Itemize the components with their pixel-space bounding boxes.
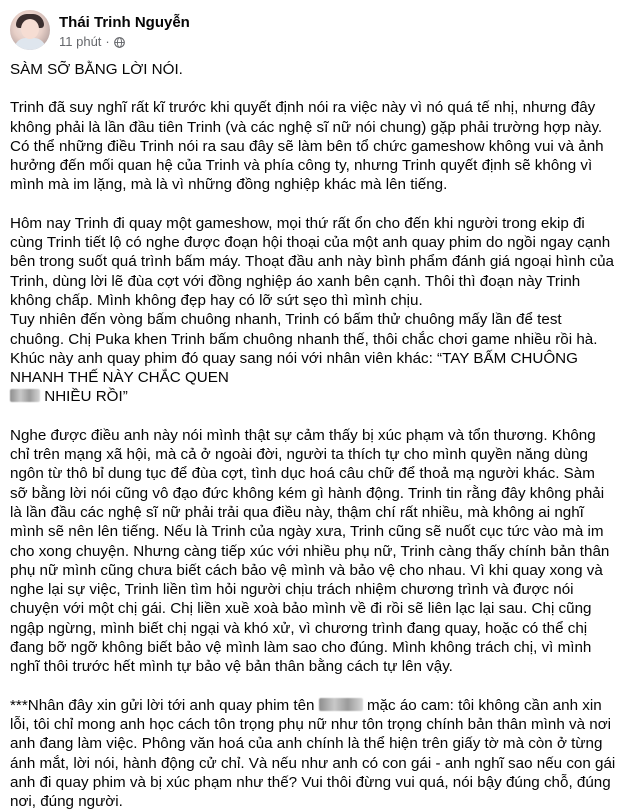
- paragraph-2: Hôm nay Trinh đi quay một gameshow, mọi thứ rất ổn cho đến khi người trong ekip đi cùng Trinh tiết lộ có nghe được đoạn hội thoại của một anh quay phim do ngồi ngay cạnh bên trong suốt quá trình bấm máy. Thoạt đầu anh này bình phẩm đánh giá ngoại hình của Trinh, dùng lời lẽ đùa cợt với đồng nghiệp áo xanh bên cạnh. Thôi thì đoạn này Trinh không chấp. Mình không đẹp hay có lỡ sứt sẹo thì mình chịu.: [10, 214, 614, 309]
- avatar[interactable]: [10, 10, 50, 50]
- globe-icon[interactable]: [114, 37, 125, 48]
- paragraph-5-start: ***Nhân đây xin gửi lời tới anh quay phim tên: [10, 696, 315, 714]
- censored-word: [10, 389, 40, 402]
- paragraph-3-end: NHIỀU RỒI”: [44, 388, 128, 406]
- censored-name: [319, 698, 363, 711]
- paragraph-5: [10, 696, 616, 811]
- paragraph-5-rest: mặc áo cam: tôi không cần anh xin lỗi, tôi chỉ mong anh học cách tôn trọng phụ nữ như tôn trọng chính bản thân mình và nơi anh đang làm việc. Phông văn hoá của anh chính là thể hiện trên giấy tờ mà còn ở từng ánh mắt, lời nói, hành động cử chỉ. Và nếu như anh có con gái - anh nghĩ sao nếu con gái anh đi quay phim và bị xúc phạm như thế? Vui thôi đừng vui quá, nói bậy đúng chỗ, đúng nơi, đúng người.: [10, 696, 616, 811]
- paragraph-4: Nghe được điều anh này nói mình thật sự cảm thấy bị xúc phạm và tổn thương. Không chỉ trên mạng xã hội, mà cả ở ngoài đời, người ta thích tự cho mình quyền năng dùng ngôn từ thô bỉ dung tục để đùa cợt, tình dục hoá câu chữ để thoả mạ người khác. Sàm sỡ bằng lời nói cũng vô đạo đức không kém gì hành động. Trinh tin rằng đây không phải là lần đầu các nghệ sĩ nữ phải trải qua điều này, thậm chí rất nhiều, mà không ai nghĩ mình sẽ nên lên tiếng. Nếu là Trinh của ngày xưa, Trinh cũng sẽ nuốt cục tức vào mà im cho xong chuyện. Nhưng càng tiếp xúc với nhiều phụ nữ, Trinh càng thấy chính bản thân phụ nữ mình cũng chưa biết cách bảo vệ mình và bảo vệ cho nhau. Vì khi quay xong và nghe lại sự việc, Trinh liền tìm hỏi người chịu trách nhiệm chương trình và được nói chuyện với một chị gái. Chị liền xuề xoà bảo mình về đi rồi sẽ liên lạc lại sau. Chị cũng ngập ngừng, mình biết chị ngại và khó xử, vì chương trình đang quay, hoặc có thể chị đang bỡ ngỡ không biết bảo vệ mình làm sao cho đúng. Mình không trách chị, vì mình nghĩ thôi trước hết mình tự bảo vệ bản thân bằng cách tự lên vậy.: [10, 426, 610, 676]
- paragraph-3: [10, 310, 616, 406]
- paragraph-1: Trinh đã suy nghĩ rất kĩ trước khi quyết định nói ra việc này vì nó quá tế nhị, nhưng đây không phải là lần đầu tiên Trinh (và các nghệ sĩ nữ nói chung) gặp phải trường hợp này. Có thể những điều Trinh nói ra sau đây sẽ làm bên tổ chức gameshow không vui và ảnh hưởng đến mối quan hệ của Trinh và phía công ty, nhưng Trinh quyết định sẽ không vì mình mà im lặng, mà là vì những đồng nghiệp khác mà lên tiếng.: [10, 99, 604, 194]
- post-time-row: [59, 34, 190, 50]
- paragraph-3-text: Tuy nhiên đến vòng bấm chuông nhanh, Trinh có bấm thử chuông mấy lần để test chuông. Chị Puka khen Trinh bấm chuông nhanh thế, thôi chắc chơi game nhiều rồi hà. Khúc này anh quay phim đó quay sang nói với nhân viên khác: “TAY BẤM CHUÔNG NHANH THẾ NÀY CHẮC QUEN: [10, 311, 598, 387]
- author-name[interactable]: Thái Trinh Nguyễn: [59, 14, 190, 31]
- post-meta: [59, 14, 190, 50]
- post-body: [10, 60, 616, 811]
- post-timestamp[interactable]: 11 phút: [59, 34, 102, 49]
- post-title: SÀM SỠ BẰNG LỜI NÓI.: [10, 61, 183, 78]
- separator-dot: ·: [105, 34, 110, 49]
- post-header: [10, 10, 190, 50]
